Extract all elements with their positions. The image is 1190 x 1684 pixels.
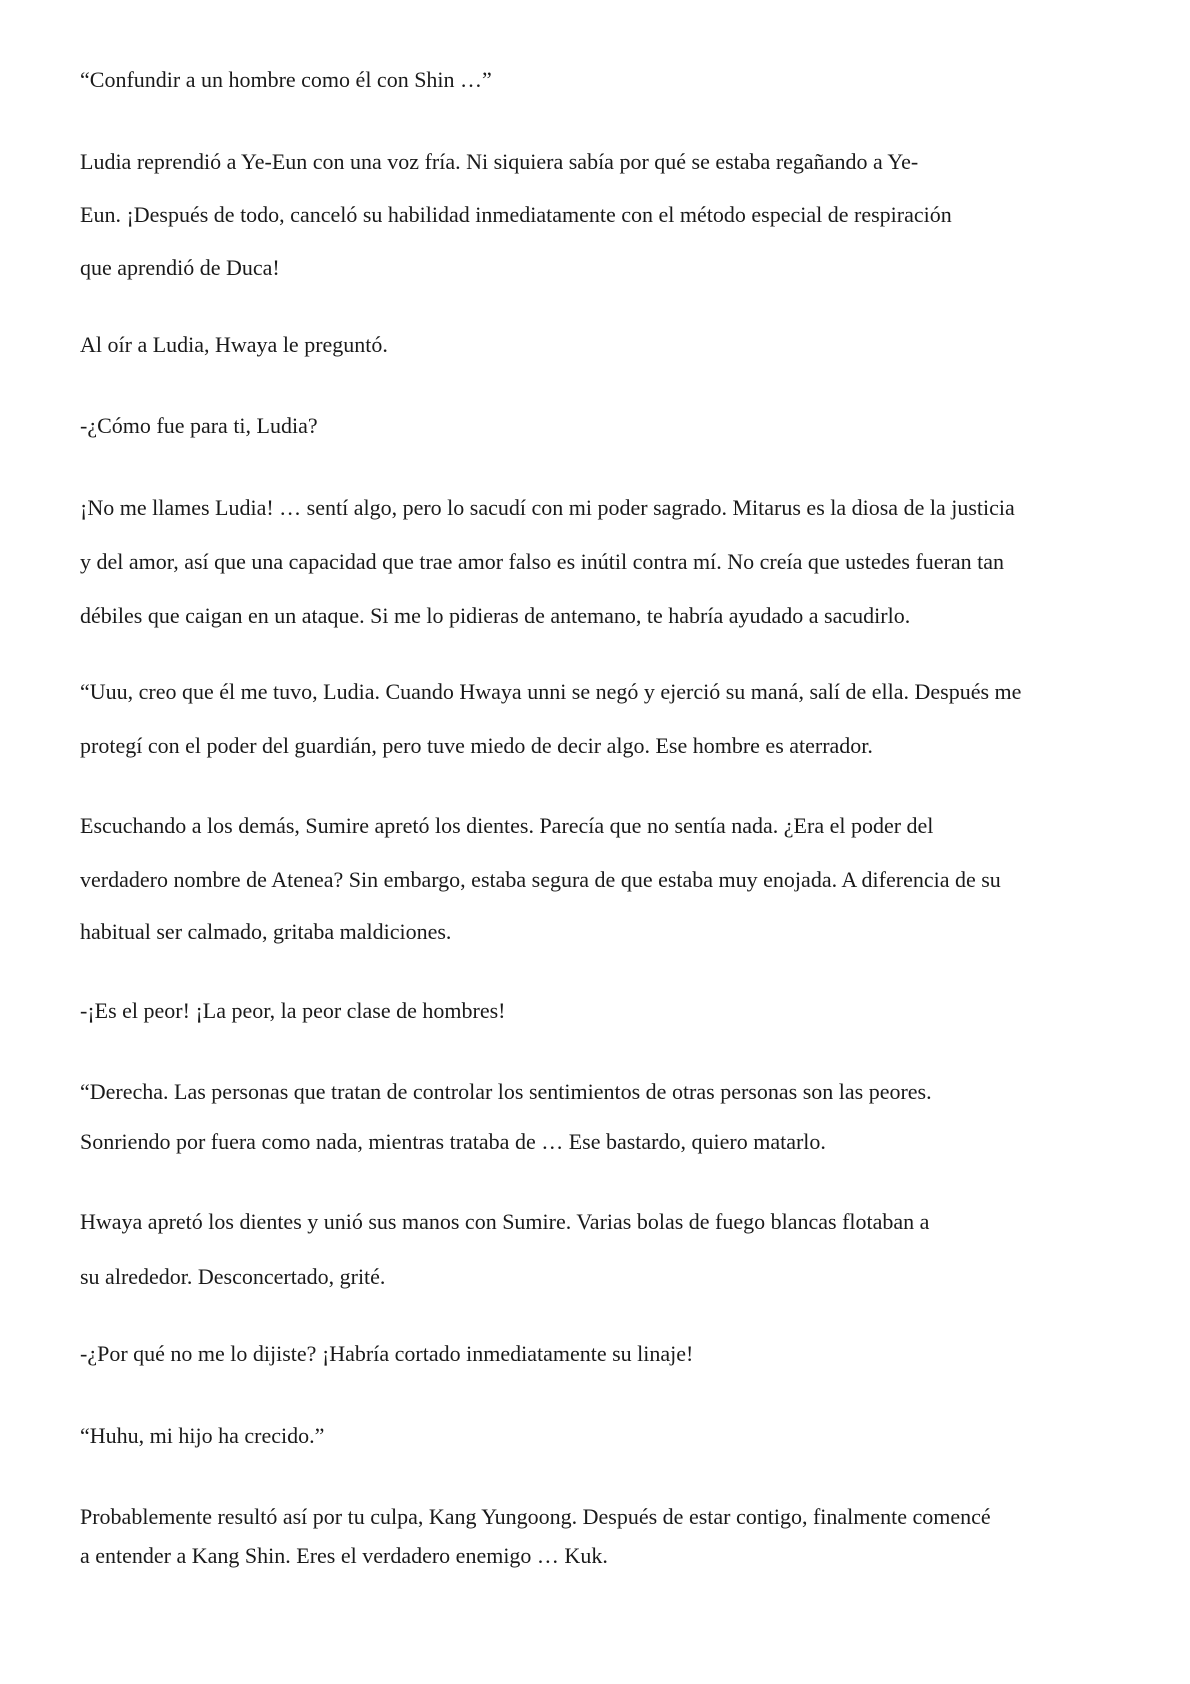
text-line: -¿Cómo fue para ti, Ludia? [80,413,318,438]
text-line: que aprendió de Duca! [80,255,280,280]
text-line: Probablemente resultó así por tu culpa, Kang Yungoong. Después de estar contigo, finalmente comencé [80,1504,991,1529]
text-line: verdadero nombre de Atenea? Sin embargo, estaba segura de que estaba muy enojada. A diferencia de su [80,867,1001,892]
text-line: y del amor, así que una capacidad que trae amor falso es inútil contra mí. No creía que ustedes fueran tan [80,549,1004,574]
text-line: Ludia reprendió a Ye-Eun con una voz fría. Ni siquiera sabía por qué se estaba regañando a Ye- [80,149,919,174]
text-line: habitual ser calmado, gritaba maldiciones. [80,919,452,944]
text-line: “Derecha. Las personas que tratan de controlar los sentimientos de otras personas son las peores. [80,1079,932,1104]
text-line: “Uuu, creo que él me tuvo, Ludia. Cuando Hwaya unni se negó y ejerció su maná, salí de ella. Después me [80,679,1022,704]
text-line: protegí con el poder del guardián, pero tuve miedo de decir algo. Ese hombre es aterrador. [80,733,873,758]
text-line: Hwaya apretó los dientes y unió sus manos con Sumire. Varias bolas de fuego blancas flotaban a [80,1209,930,1234]
text-line: -¡Es el peor! ¡La peor, la peor clase de hombres! [80,998,506,1023]
text-line: a entender a Kang Shin. Eres el verdadero enemigo … Kuk. [80,1543,608,1568]
text-line: Sonriendo por fuera como nada, mientras trataba de … Ese bastardo, quiero matarlo. [80,1129,826,1154]
text-line: su alrededor. Desconcertado, grité. [80,1264,386,1289]
text-line: Escuchando a los demás, Sumire apretó los dientes. Parecía que no sentía nada. ¿Era el poder del [80,813,934,838]
text-line: débiles que caigan en un ataque. Si me lo pidieras de antemano, te habría ayudado a sacudirlo. [80,603,911,628]
text-line: ¡No me llames Ludia! … sentí algo, pero lo sacudí con mi poder sagrado. Mitarus es la diosa de la justicia [80,495,1015,520]
text-line: Al oír a Ludia, Hwaya le preguntó. [80,332,388,357]
text-line: Eun. ¡Después de todo, canceló su habilidad inmediatamente con el método especial de respiración [80,202,952,227]
text-line: “Confundir a un hombre como él con Shin …” [80,67,492,92]
text-line: -¿Por qué no me lo dijiste? ¡Habría cortado inmediatamente su linaje! [80,1341,694,1366]
text-line: “Huhu, mi hijo ha crecido.” [80,1423,325,1448]
